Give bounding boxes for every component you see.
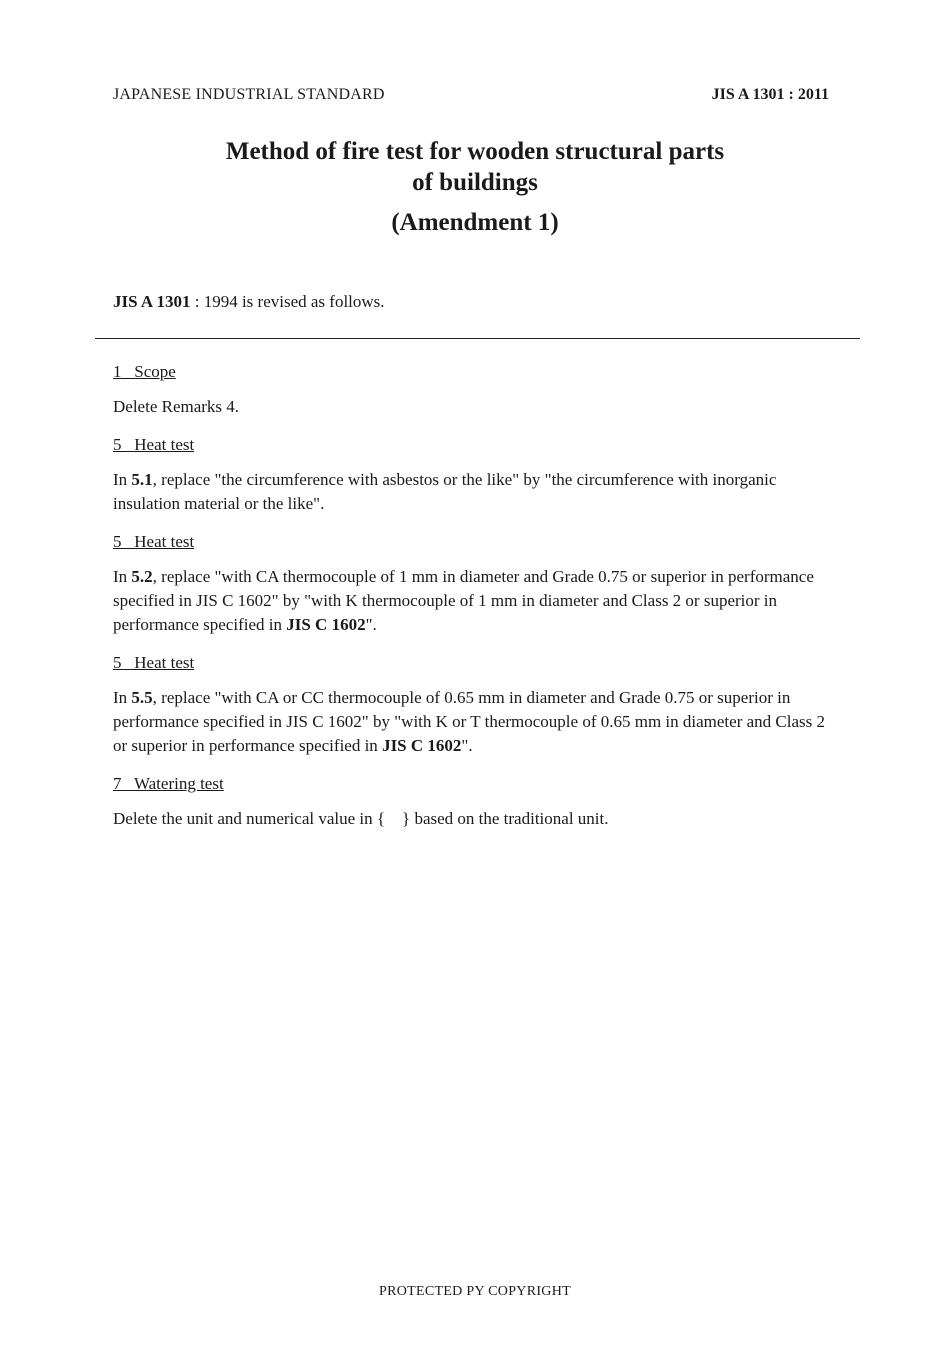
clause-reference: 5.2 <box>131 567 153 586</box>
section-paragraph <box>113 468 843 516</box>
para-text: , replace "with CA thermocouple of 1 mm in diameter and Grade 0.75 or superior in performance specified in JIS C 1602" by "with K thermocouple of 1 mm in diameter and Class 2 or superior in performance specified in <box>113 567 814 634</box>
standard-reference: JIS C 1602 <box>286 615 366 634</box>
section-heat-test-5-1 <box>113 433 843 516</box>
standard-label: JAPANESE INDUSTRIAL STANDARD <box>113 86 385 103</box>
section-scope <box>113 360 843 419</box>
clause-reference: 5.5 <box>131 688 153 707</box>
para-text: , replace "with CA or CC thermocouple of 0.65 mm in diameter and Grade 0.75 or superior in performance specified in JIS C 1602" by "with K or T thermocouple of 0.65 mm in diameter and Class 2 or superior in performance specified in <box>113 688 825 755</box>
standard-number: JIS A 1301 : 2011 <box>711 86 829 103</box>
para-text: ". <box>365 615 377 634</box>
para-text: , replace "the circumference with asbestos or the like" by "the circumference with inorganic insulation material or the like". <box>113 470 777 513</box>
section-heat-test-5-2 <box>113 530 843 637</box>
section-paragraph <box>113 565 843 637</box>
amendment-content <box>113 360 843 845</box>
section-watering-test <box>113 772 843 831</box>
revision-text: : 1994 is revised as follows. <box>190 292 385 311</box>
para-text: Delete Remarks 4. <box>113 397 240 416</box>
standard-reference: JIS C 1602 <box>382 736 462 755</box>
title-line-2: of buildings <box>412 169 538 196</box>
para-text: ". <box>461 736 473 755</box>
para-text: In <box>113 688 132 707</box>
divider-rule <box>95 338 860 339</box>
revision-standard: JIS A 1301 <box>113 292 191 311</box>
clause-reference: 5.1 <box>131 470 153 489</box>
copyright-footer: PROTECTED PY COPYRIGHT <box>379 1284 571 1299</box>
section-heat-test-5-5 <box>113 651 843 758</box>
section-paragraph <box>113 395 843 419</box>
section-heading: 5 Heat test <box>113 435 195 454</box>
revision-statement <box>113 292 385 312</box>
section-paragraph <box>113 807 843 831</box>
amendment-subtitle: (Amendment 1) <box>391 209 559 236</box>
para-text: In <box>113 470 132 489</box>
para-text: In <box>113 567 132 586</box>
para-text: Delete the unit and numerical value in { } based on the traditional unit. <box>113 809 609 828</box>
section-heading: 7 Watering test <box>113 774 224 793</box>
document-title <box>0 136 950 238</box>
section-paragraph <box>113 686 843 758</box>
title-line-1: Method of fire test for wooden structural parts <box>225 138 725 165</box>
section-heading: 1 Scope <box>113 362 176 381</box>
section-heading: 5 Heat test <box>113 532 195 551</box>
section-heading: 5 Heat test <box>113 653 195 672</box>
